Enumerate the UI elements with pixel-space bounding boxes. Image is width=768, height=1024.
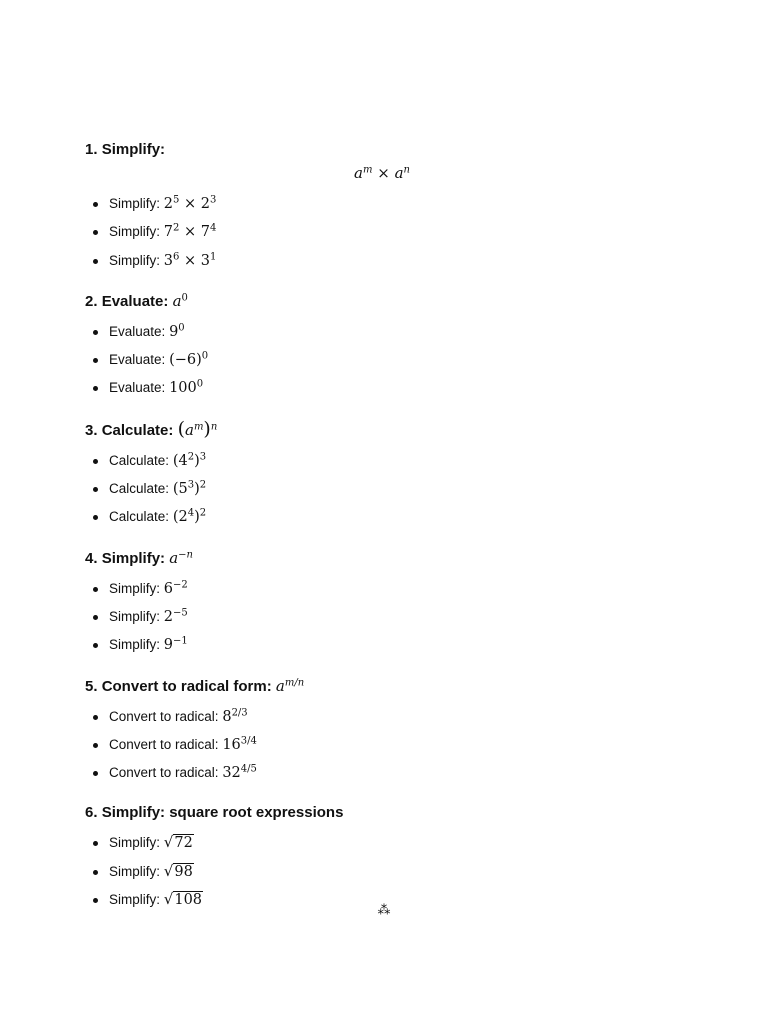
section-heading: 2. Evaluate: $a^0$	[85, 291, 188, 310]
list-item: Calculate: $(5^3)^2$	[109, 475, 685, 503]
exercise-list	[85, 829, 685, 914]
section-heading: 6. Simplify: square root expressions	[85, 804, 344, 822]
section-6	[85, 803, 685, 914]
asterism-ornament: ⁂	[377, 903, 391, 918]
section-heading: 5. Convert to radical form: $a^{m/n}$	[85, 676, 305, 695]
list-item: Evaluate: $100^0$	[109, 374, 685, 402]
section-heading: 4. Simplify: $a^{-n}$	[85, 548, 193, 567]
list-item: Simplify: √72	[109, 829, 685, 857]
list-item: Simplify: $7^2 \times 7^4$	[109, 218, 685, 246]
list-item: Simplify: $9^{-1}$	[109, 631, 685, 659]
list-item: Simplify: $2^5 \times 2^3$	[109, 190, 685, 218]
list-item: Simplify: $6^{-2}$	[109, 575, 685, 603]
list-item: Evaluate: $(-6)^0$	[109, 346, 685, 374]
list-item: Simplify: √108	[109, 886, 685, 914]
section-1	[85, 140, 685, 275]
section-4	[85, 548, 685, 660]
list-item: Simplify: $2^{-5}$	[109, 603, 685, 631]
list-item: Evaluate: $9^0$	[109, 318, 685, 346]
section-heading: 1. Simplify:	[85, 141, 166, 158]
list-item: Convert to radical: $16^{3/4}$	[109, 731, 685, 759]
exercise-list	[85, 318, 685, 403]
exercise-list	[85, 190, 685, 275]
list-item: Convert to radical: $32^{4/5}$	[109, 759, 685, 787]
section-3	[85, 419, 685, 532]
exercise-list	[85, 447, 685, 532]
list-item: Convert to radical: $8^{2/3}$	[109, 703, 685, 731]
list-item: Calculate: $(4^2)^3$	[109, 447, 685, 475]
list-item: Calculate: $(2^4)^2$	[109, 503, 685, 531]
exercise-list	[85, 575, 685, 660]
exercise-list	[85, 703, 685, 788]
section-heading: 3. Calculate: $(a^m)^n$	[85, 417, 218, 440]
exercise-document	[85, 140, 685, 914]
display-formula: $a^m \times a^n$	[354, 164, 410, 182]
list-item: Simplify: √98	[109, 858, 685, 886]
section-5	[85, 676, 685, 788]
list-item: Simplify: $3^6 \times 3^1$	[109, 247, 685, 275]
section-2	[85, 291, 685, 403]
